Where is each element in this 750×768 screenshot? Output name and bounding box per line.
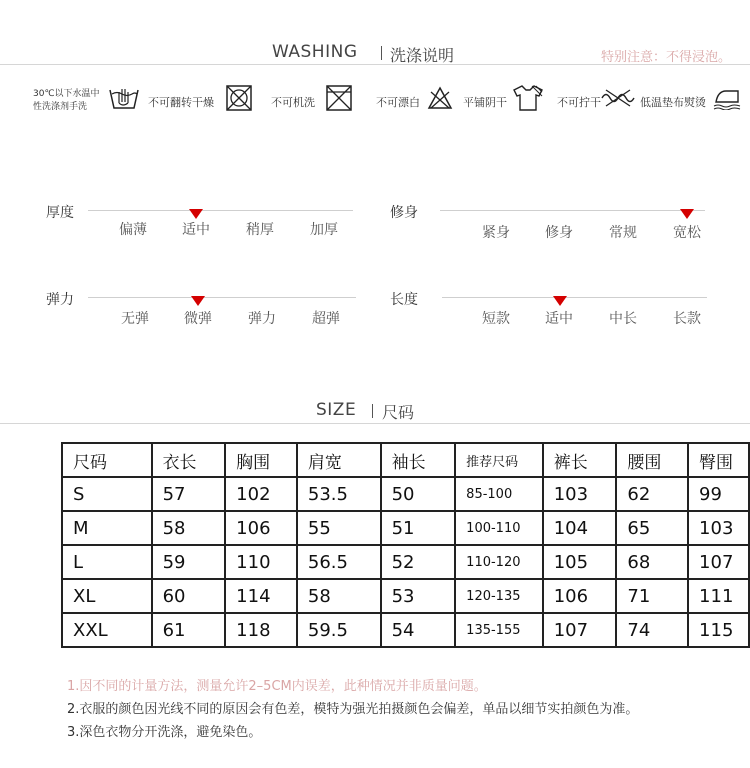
table-cell: 115: [688, 613, 749, 647]
table-cell: 60: [152, 579, 226, 613]
table-row: [62, 477, 749, 511]
note-measurement: 1.因不同的计量方法，测量允许2–5CM内误差，此种情况并非质量问题。: [67, 679, 487, 694]
gauge-thickness-title: 厚度: [46, 205, 74, 221]
table-header-cell: 裤长: [543, 443, 617, 477]
gauge-fit-option: 紧身: [482, 225, 510, 241]
table-row: [62, 545, 749, 579]
gauge-thickness-marker: [189, 209, 203, 219]
no-tumble-dry-label: 不可翻转干燥: [148, 96, 214, 109]
table-cell: 111: [688, 579, 749, 613]
gauge-length-option: 中长: [609, 311, 637, 327]
low-iron-cloth-icon: [712, 86, 742, 110]
table-cell: 120-135: [455, 579, 543, 613]
gauge-length-option: 短款: [482, 311, 510, 327]
table-cell: 71: [616, 579, 688, 613]
gauge-length-marker: [553, 296, 567, 306]
table-cell: M: [62, 511, 152, 545]
gauge-elasticity-track: [88, 297, 356, 298]
no-machine-wash-label: 不可机洗: [271, 96, 315, 109]
washing-notice: 特别注意：不得浸泡。: [601, 50, 732, 65]
gauge-elasticity-option: 超弹: [312, 311, 340, 327]
table-row: [62, 511, 749, 545]
table-cell: 51: [381, 511, 456, 545]
gauge-fit-marker: [680, 209, 694, 219]
gauge-length-option: 适中: [545, 311, 573, 327]
no-wring-label: 不可拧干: [557, 96, 601, 109]
washing-title-separator: [381, 46, 382, 60]
low-iron-cloth-label: 低温垫布熨烫: [640, 96, 706, 109]
table-header-cell: 推荐尺码: [455, 443, 543, 477]
no-bleach-icon: [427, 86, 453, 110]
gauge-fit-option: 宽松: [673, 225, 701, 241]
gauge-fit-title: 修身: [390, 205, 418, 221]
gauge-thickness-option: 稍厚: [246, 222, 274, 238]
gauge-thickness-option: 加厚: [310, 222, 338, 238]
table-cell: 107: [543, 613, 617, 647]
table-cell: 53.5: [297, 477, 381, 511]
table-header-cell: 胸围: [225, 443, 297, 477]
hand-wash-icon: [108, 84, 140, 112]
size-subtitle: 尺码: [382, 403, 415, 422]
table-cell: 59: [152, 545, 226, 579]
table-cell: S: [62, 477, 152, 511]
gauge-elasticity-title: 弹力: [46, 292, 74, 308]
table-cell: 99: [688, 477, 749, 511]
table-row: [62, 613, 749, 647]
dry-flat-shade-icon: [512, 84, 544, 112]
table-cell: 103: [543, 477, 617, 511]
table-cell: 85-100: [455, 477, 543, 511]
table-header-row: [62, 443, 749, 477]
table-header-cell: 肩宽: [297, 443, 381, 477]
table-header-cell: 衣长: [152, 443, 226, 477]
note-wash-separately: 3.深色衣物分开洗涤，避免染色。: [67, 725, 262, 740]
table-cell: 59.5: [297, 613, 381, 647]
gauge-elasticity-option: 微弹: [184, 311, 212, 327]
table-cell: 107: [688, 545, 749, 579]
no-bleach-label: 不可漂白: [376, 96, 420, 109]
table-header-cell: 袖长: [381, 443, 456, 477]
dry-flat-shade-label: 平铺阴干: [463, 96, 507, 109]
gauge-fit-option: 修身: [545, 225, 573, 241]
hand-wash-label-line2: 性洗涤剂手洗: [33, 102, 88, 112]
table-cell: XXL: [62, 613, 152, 647]
table-cell: 58: [297, 579, 381, 613]
table-cell: XL: [62, 579, 152, 613]
table-cell: 110: [225, 545, 297, 579]
table-cell: 103: [688, 511, 749, 545]
no-wring-icon: [600, 88, 636, 108]
table-header-cell: 臀围: [688, 443, 749, 477]
gauge-thickness-track: [88, 210, 353, 211]
table-cell: 55: [297, 511, 381, 545]
table-cell: 110-120: [455, 545, 543, 579]
table-cell: 68: [616, 545, 688, 579]
table-cell: 54: [381, 613, 456, 647]
table-cell: 56.5: [297, 545, 381, 579]
table-cell: 114: [225, 579, 297, 613]
table-row: [62, 579, 749, 613]
table-cell: 106: [543, 579, 617, 613]
washing-subtitle: 洗涤说明: [390, 46, 455, 65]
gauge-length-title: 长度: [390, 292, 418, 308]
table-cell: 102: [225, 477, 297, 511]
gauge-elasticity-option: 弹力: [248, 311, 276, 327]
no-tumble-dry-icon: [225, 84, 253, 112]
table-cell: 100-110: [455, 511, 543, 545]
gauge-fit-option: 常规: [609, 225, 637, 241]
gauge-thickness-option: 适中: [182, 222, 210, 238]
washing-title: WASHING: [272, 42, 358, 62]
note-color: 2.衣服的颜色因光线不同的原因会有色差，模特为强光拍摄颜色会偏差，单品以细节实拍颜色为准。: [67, 702, 639, 717]
table-cell: 61: [152, 613, 226, 647]
size-title: SIZE: [316, 400, 357, 420]
table-header-cell: 尺码: [62, 443, 152, 477]
gauge-elasticity-marker: [191, 296, 205, 306]
no-machine-wash-icon: [325, 84, 353, 112]
table-cell: 135-155: [455, 613, 543, 647]
gauge-fit-track: [440, 210, 705, 211]
table-cell: 53: [381, 579, 456, 613]
table-cell: 62: [616, 477, 688, 511]
table-cell: 65: [616, 511, 688, 545]
table-cell: 52: [381, 545, 456, 579]
table-cell: 104: [543, 511, 617, 545]
table-cell: 118: [225, 613, 297, 647]
gauge-length-track: [442, 297, 707, 298]
size-table: [61, 442, 750, 648]
table-cell: L: [62, 545, 152, 579]
table-header-cell: 腰围: [616, 443, 688, 477]
table-cell: 57: [152, 477, 226, 511]
table-cell: 50: [381, 477, 456, 511]
table-cell: 106: [225, 511, 297, 545]
gauge-elasticity-option: 无弹: [121, 311, 149, 327]
table-cell: 74: [616, 613, 688, 647]
gauge-length-option: 长款: [673, 311, 701, 327]
gauge-thickness-option: 偏薄: [119, 222, 147, 238]
size-top-divider: [0, 423, 750, 424]
hand-wash-label-line1: 30℃以下水温中: [33, 89, 100, 99]
table-cell: 58: [152, 511, 226, 545]
table-cell: 105: [543, 545, 617, 579]
size-title-separator: [372, 404, 373, 418]
